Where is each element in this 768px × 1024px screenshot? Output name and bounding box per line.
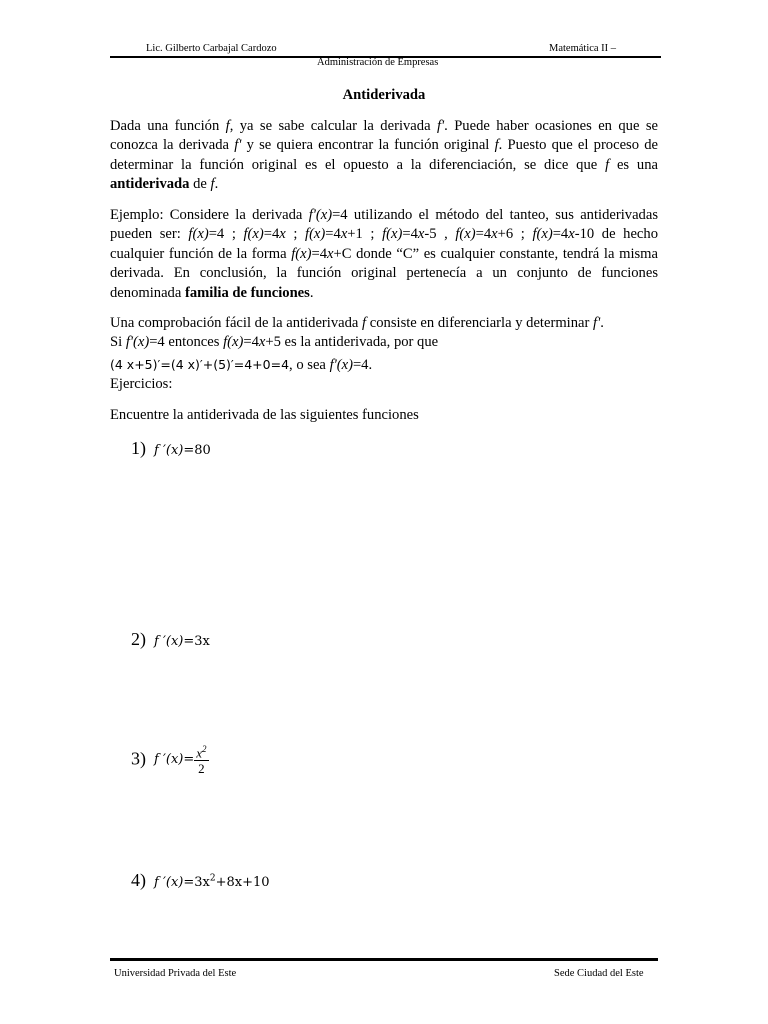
fraction: $\frac{x^2}{2}$ (196, 744, 207, 777)
term-antiderivada: antiderivada (110, 176, 190, 193)
check-paragraph: Una comprobación fácil de la antiderivada f consiste en diferenciarla y determinar f'. Si f'(x)=4 entonces f(x)=4x+5 es la antiderivada, por que (4 x+5)′=(4 x)′+(5)′=4+0=4, o sea f'(x)=4. Ejercicios: (110, 314, 658, 395)
footer-right: Sede Ciudad del Este (554, 968, 644, 979)
footer-rule (110, 958, 658, 961)
instructions: Encuentre la antiderivada de las siguientes funciones (110, 407, 419, 423)
example-paragraph: Ejemplo: Considere la derivada f'(x)=4 utilizando el método del tanteo, sus antiderivadas pueden ser: f(x)=4 ; f(x)=4x ; f(x)=4x+1 ; f(x)=4x-5 , f(x)=4x+6 ; f(x)=4x-10 de hecho cualquier función de la forma f(x)=4x+C donde “C” es cualquier constante, tendrá la misma derivada. En conclusión, la función original pertenecía a un conjunto de funciones denominada familia de funciones. (110, 207, 659, 301)
footer-left: Universidad Privada del Este (114, 968, 237, 979)
exercise-1: 1) f ′(x)=80 (131, 438, 211, 458)
exercise-4: 4) f $'(x)=3x^2+8x+10$ (131, 870, 270, 890)
term-familia: familia de funciones (184, 284, 310, 301)
header-subtitle: Administración de Empresas (317, 57, 439, 68)
header-subject: Matemática II – (549, 43, 617, 54)
exercises-label: Ejercicios: (110, 376, 173, 393)
intro-paragraph: Dada una función f, ya se sabe calcular la derivada f'. Puede haber ocasiones en que se conozca la derivada f' y se quiera encontrar la función original f. Puesto que el proceso de determinar la función original es el opuesto a la diferenciación, se dice que f es una antiderivada de f. (110, 118, 659, 193)
header-author: Lic. Gilberto Carbajal Cardozo (146, 43, 277, 54)
exercise-2: 2) f ′(x)=3x (131, 629, 210, 649)
exercise-3: 3) f ′(x)= $\frac{x^2}{2}$ (131, 744, 207, 777)
page-title: Antiderivada (342, 87, 426, 103)
check-equation: (4 x+5)′=(4 x)′+(5)′=4+0=4 (110, 356, 290, 372)
